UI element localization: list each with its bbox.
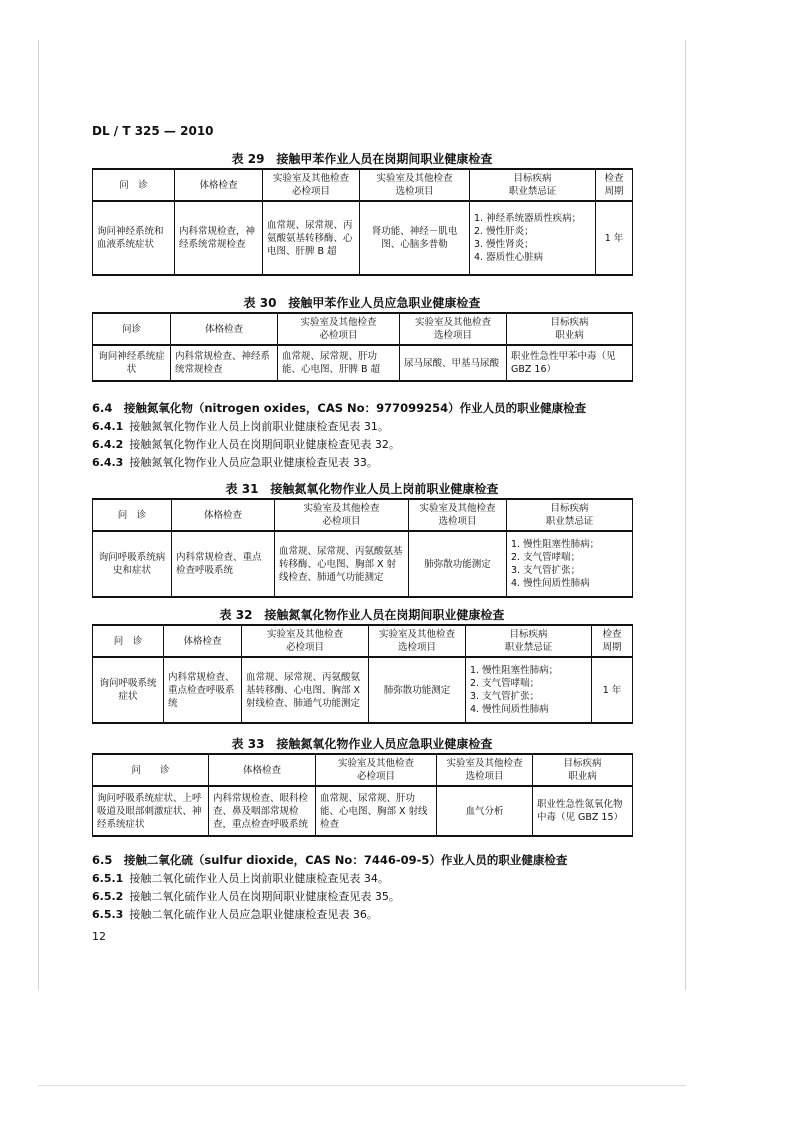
cell-lab-required: 血常规、尿常规、丙氨酸氨基转移酶、心电图、胸部 X 射线检查、肺通气功能测定 — [242, 657, 369, 723]
header-inquiry: 问 诊 — [93, 625, 164, 657]
cell-target-disease — [466, 657, 592, 723]
cell-exam-cycle: 1 年 — [592, 657, 633, 723]
table-30-caption: 表 30 接触甲苯作业人员应急职业健康检查 — [243, 296, 481, 310]
cell-target-disease: 职业性急性甲苯中毒（见 GBZ 16） — [507, 345, 633, 381]
table-32 — [92, 624, 633, 724]
section-6-4-title: 6.4 接触氮氧化物（nitrogen oxides，CAS No：977099254）作业人员的职业健康检查 — [92, 401, 587, 415]
list-item: 1. 慢性阻塞性肺病； — [470, 665, 559, 676]
header-target-disease: 目标疾病 职业病 — [507, 313, 633, 345]
table-row — [93, 657, 633, 723]
header-lab-optional: 实验室及其他检查 选检项目 — [437, 754, 533, 786]
cell-lab-required: 血常规、尿常规、丙氨酸氨基转移酶、心电图、胸部 X 射线检查、肺通气功能测定 — [275, 531, 409, 597]
list-item: 2. 支气管哮喘； — [511, 552, 581, 563]
table-30 — [92, 312, 633, 382]
list-item: 4. 器质性心脏病 — [474, 252, 544, 263]
header-target-disease: 目标疾病 职业病 — [533, 754, 633, 786]
clause-6-5-3: 6.5.3 接触二氧化硫作业人员应急职业健康检查见表 36。 — [92, 908, 378, 921]
header-exam-cycle: 检查 周期 — [596, 169, 633, 201]
header-lab-required: 实验室及其他检查 必检项目 — [316, 754, 437, 786]
cell-lab-optional: 肺弥散功能测定 — [369, 657, 466, 723]
header-lab-required: 实验室及其他检查 必检项目 — [275, 499, 409, 531]
header-physical-exam: 体格检查 — [175, 169, 263, 201]
clause-6-4-1: 6.4.1 接触氮氧化物作业人员上岗前职业健康检查见表 31。 — [92, 420, 389, 433]
table-header-row — [93, 625, 633, 657]
header-lab-required: 实验室及其他检查 必检项目 — [278, 313, 400, 345]
list-item: 4. 慢性间质性肺病 — [511, 578, 590, 589]
table-header-row — [93, 754, 633, 786]
header-target-disease: 目标疾病 职业禁忌证 — [507, 499, 633, 531]
bottom-margin-line — [38, 1085, 686, 1086]
header-lab-optional: 实验室及其他检查 选检项目 — [360, 169, 470, 201]
right-margin-line — [685, 40, 686, 990]
header-exam-cycle: 检查 周期 — [592, 625, 633, 657]
cell-physical-exam: 内科常规检查，神经系统常规检查 — [175, 201, 263, 275]
table-33-caption: 表 33 接触氮氧化物作业人员应急职业健康检查 — [231, 737, 493, 751]
list-item: 2. 支气管哮喘； — [470, 678, 540, 689]
header-inquiry: 问 诊 — [93, 499, 172, 531]
document-code: DL / T 325 — 2010 — [92, 124, 214, 138]
header-target-disease: 目标疾病 职业禁忌证 — [470, 169, 596, 201]
section-6-5-title: 6.5 接触二氧化硫（sulfur dioxide，CAS No：7446-09-5）作业人员的职业健康检查 — [92, 853, 568, 867]
header-inquiry: 问 诊 — [93, 169, 175, 201]
cell-lab-optional: 血气分析 — [437, 786, 533, 836]
list-item: 1. 慢性阻塞性肺病； — [511, 539, 600, 550]
header-physical-exam: 体格检查 — [209, 754, 316, 786]
table-row — [93, 345, 633, 381]
table-32-caption: 表 32 接触氮氧化物作业人员在岗期间职业健康检查 — [219, 608, 505, 622]
table-row — [93, 531, 633, 597]
cell-lab-required: 血常规、尿常规、肝功能、心电图、肝脾 B 超 — [278, 345, 400, 381]
header-inquiry: 问诊 — [93, 313, 171, 345]
cell-lab-optional: 尿马尿酸、甲基马尿酸 — [400, 345, 507, 381]
cell-target-disease — [470, 201, 596, 275]
cell-inquiry: 询问呼吸系统症状、上呼吸道及眼部刺激症状、神经系统症状 — [93, 786, 209, 836]
list-item: 3. 支气管扩张； — [511, 565, 581, 576]
page-number: 12 — [92, 930, 106, 943]
table-29 — [92, 168, 633, 276]
cell-inquiry: 询问神经系统症状 — [93, 345, 171, 381]
cell-lab-optional: 肺弥散功能测定 — [409, 531, 507, 597]
left-margin-line — [38, 40, 39, 990]
table-header-row — [93, 169, 633, 201]
cell-physical-exam: 内科常规检查、神经系统常规检查 — [171, 345, 278, 381]
header-lab-optional: 实验室及其他检查 选检项目 — [409, 499, 507, 531]
list-item: 1. 神经系统器质性疾病； — [474, 213, 582, 224]
cell-inquiry: 询问呼吸系统病史和症状 — [93, 531, 172, 597]
list-item: 3. 慢性肾炎； — [474, 239, 534, 250]
cell-inquiry: 询问呼吸系统症状 — [93, 657, 164, 723]
header-lab-required: 实验室及其他检查 必检项目 — [242, 625, 369, 657]
list-item: 4. 慢性间质性肺病 — [470, 704, 549, 715]
list-item: 2. 慢性肝炎； — [474, 226, 534, 237]
clause-6-4-3: 6.4.3 接触氮氧化物作业人员应急职业健康检查见表 33。 — [92, 456, 378, 469]
table-33 — [92, 753, 633, 837]
table-header-row — [93, 313, 633, 345]
cell-lab-required: 血常规、尿常规、丙氨酸氨基转移酶、心电图、肝脾 B 超 — [263, 201, 360, 275]
clause-6-5-1: 6.5.1 接触二氧化硫作业人员上岗前职业健康检查见表 34。 — [92, 872, 389, 885]
cell-lab-required: 血常规、尿常规、肝功能、心电图、胸部 X 射线检查 — [316, 786, 437, 836]
cell-target-disease — [507, 531, 633, 597]
table-29-caption: 表 29 接触甲苯作业人员在岗期间职业健康检查 — [231, 152, 493, 166]
table-row — [93, 786, 633, 836]
table-31-caption: 表 31 接触氮氧化物作业人员上岗前职业健康检查 — [225, 482, 499, 496]
list-item: 3. 支气管扩张； — [470, 691, 540, 702]
header-target-disease: 目标疾病 职业禁忌证 — [466, 625, 592, 657]
cell-lab-optional: 肾功能、神经－肌电图、心脑多普勒 — [360, 201, 470, 275]
header-lab-optional: 实验室及其他检查 选检项目 — [369, 625, 466, 657]
cell-physical-exam: 内科常规检查、眼科检查、鼻及咽部常规检查，重点检查呼吸系统 — [209, 786, 316, 836]
cell-physical-exam: 内科常规检查、重点检查呼吸系统 — [172, 531, 275, 597]
cell-inquiry: 询问神经系统和血液系统症状 — [93, 201, 175, 275]
header-physical-exam: 体格检查 — [171, 313, 278, 345]
header-lab-optional: 实验室及其他检查 选检项目 — [400, 313, 507, 345]
header-physical-exam: 体格检查 — [164, 625, 242, 657]
table-row — [93, 201, 633, 275]
header-inquiry: 问 诊 — [93, 754, 209, 786]
cell-physical-exam: 内科常规检查、重点检查呼吸系统 — [164, 657, 242, 723]
clause-6-4-2: 6.4.2 接触氮氧化物作业人员在岗期间职业健康检查见表 32。 — [92, 438, 400, 451]
cell-target-disease: 职业性急性氮氧化物中毒（见 GBZ 15） — [533, 786, 633, 836]
table-header-row — [93, 499, 633, 531]
cell-exam-cycle: 1 年 — [596, 201, 633, 275]
table-31 — [92, 498, 633, 598]
clause-6-5-2: 6.5.2 接触二氧化硫作业人员在岗期间职业健康检查见表 35。 — [92, 890, 400, 903]
header-lab-required: 实验室及其他检查 必检项目 — [263, 169, 360, 201]
header-physical-exam: 体格检查 — [172, 499, 275, 531]
